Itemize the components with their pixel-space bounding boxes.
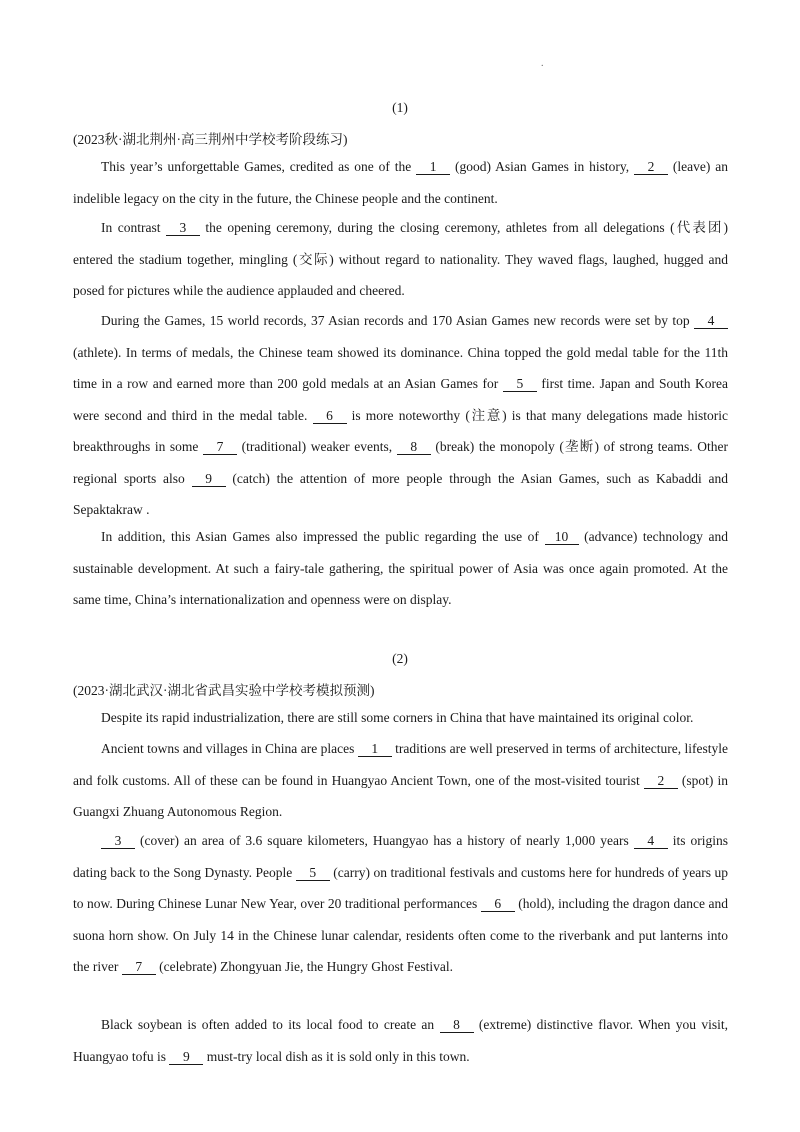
answer-blank-4[interactable]: 4 xyxy=(694,313,728,329)
answer-blank-9[interactable]: 9 xyxy=(192,471,226,487)
answer-blank-1[interactable]: 1 xyxy=(416,159,450,175)
passage-paragraph: Despite its rapid industrialization, there are still some corners in China that have maintained its original color. xyxy=(101,710,694,725)
source-line: (2023·湖北武汉·湖北省武昌实验中学校考模拟预测) xyxy=(73,683,375,698)
section-number: (1) xyxy=(392,100,408,115)
passage-paragraph: Black soybean is often added to its local food to create an 8 (extreme) distinctive flavor. When you visit, Huangyao tofu is 9 must-try local dish as it is sold only in this town. xyxy=(73,1017,728,1064)
stray-dot: . xyxy=(541,58,544,69)
answer-blank-4[interactable]: 4 xyxy=(634,833,668,849)
answer-blank-9[interactable]: 9 xyxy=(169,1049,203,1065)
section-number: (2) xyxy=(392,651,408,666)
answer-blank-8[interactable]: 8 xyxy=(397,439,431,455)
answer-blank-6[interactable]: 6 xyxy=(481,896,515,912)
answer-blank-3[interactable]: 3 xyxy=(166,220,200,236)
answer-blank-7[interactable]: 7 xyxy=(122,959,156,975)
passage-paragraph: 3 (cover) an area of 3.6 square kilometers, Huangyao has a history of nearly 1,000 years 4 its origins dating back to the Song Dynasty. People 5 (carry) on traditional festivals and customs here for hundreds of years up to now. During Chinese Lunar New Year, over 20 traditional performances 6 (hold), including the dragon dance and suona horn show. On July 14 in the Chinese lunar calendar, residents often come to the riverbank and put lanterns into the river 7 (celebrate) Zhongyuan Jie, the Hungry Ghost Festival. xyxy=(73,833,729,974)
answer-blank-5[interactable]: 5 xyxy=(296,865,330,881)
answer-blank-3[interactable]: 3 xyxy=(101,833,135,849)
passage-paragraph: Ancient towns and villages in China are places 1 traditions are well preserved in terms of architecture, lifestyle and folk customs. All of these can be found in Huangyao Ancient Town, one of the most-visited tourist 2 (spot) in Guangxi Zhuang Autonomous Region. xyxy=(73,741,728,819)
passage-paragraph: During the Games, 15 world records, 37 Asian records and 170 Asian Games new records were set by top 4 (athlete). In terms of medals, the Chinese team showed its dominance. China topped the gold medal table for the 11th time in a row and earned more than 200 gold medals at an Asian Games for 5 first time. Japan and South Korea were second and third in the medal table. 6 is more noteworthy (注意) is that many delegations made historic breakthroughs in some 7 (traditional) weaker events, 8 (break) the monopoly (垄断) of strong teams. Other regional sports also 9 (catch) the attention of more people through the Asian Games, such as Kabaddi and Sepaktakraw . xyxy=(73,313,728,517)
passage-paragraph: In contrast 3 the opening ceremony, during the closing ceremony, athletes from all delegations (代表团) entered the stadium together, mingling (交际) without regard to nationality. They waved flags, laughed, hugged and posed for pictures while the audience applauded and cheered. xyxy=(73,220,728,298)
answer-blank-1[interactable]: 1 xyxy=(358,741,392,757)
answer-blank-2[interactable]: 2 xyxy=(644,773,678,789)
answer-blank-7[interactable]: 7 xyxy=(203,439,237,455)
answer-blank-6[interactable]: 6 xyxy=(313,408,347,424)
answer-blank-10[interactable]: 10 xyxy=(545,529,579,545)
answer-blank-8[interactable]: 8 xyxy=(440,1017,474,1033)
passage-paragraph: This year’s unforgettable Games, credited as one of the 1 (good) Asian Games in history, 2 (leave) an indelible legacy on the city in the future, the Chinese people and the continent. xyxy=(73,159,728,206)
passage-paragraph: In addition, this Asian Games also impressed the public regarding the use of 10 (advance) technology and sustainable development. At such a fairy-tale gathering, the spiritual power of Asia was once again promoted. At the same time, China’s internationalization and openness were on display. xyxy=(73,529,729,607)
source-line: (2023秋·湖北荆州·高三荆州中学校考阶段练习) xyxy=(73,132,348,147)
answer-blank-2[interactable]: 2 xyxy=(634,159,668,175)
answer-blank-5[interactable]: 5 xyxy=(503,376,537,392)
